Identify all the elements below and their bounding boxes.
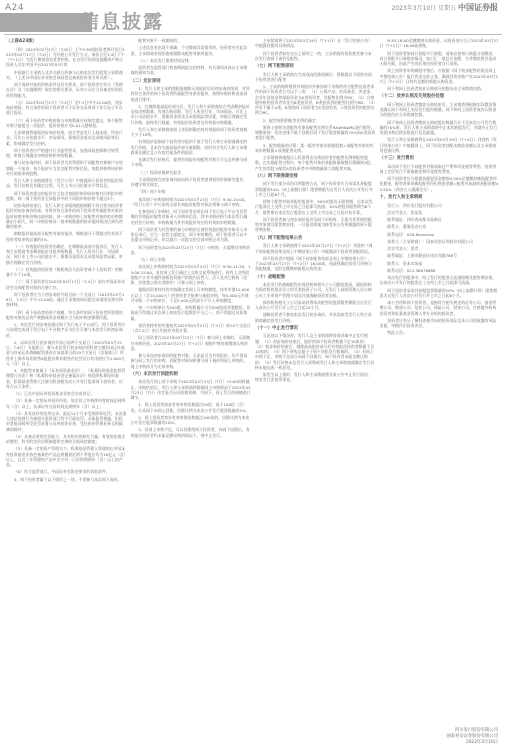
paragraph: （6）符合监管部门、中国证券业协会要求的其他条件。 xyxy=(13,469,110,475)
section-heading: 十、发行人和主承销商 xyxy=(379,194,423,200)
section-heading: （九）网下配售结果公告 xyxy=(255,235,303,241)
paragraph: 网上投资者申购新股中签后，应根据《网下初步配售结果及网上中签结果公告》履行资金交收义务，确保其资金账户在2023年03月27日（T+2日）日终有足额的新股认购资金。 xyxy=(379,68,498,84)
paragraph: 本次网下申购的时间为2023年03月23日（T日）9:30-15:00。《发行公告》中公布的全部有效报价配售对象必须参与网下申购。 xyxy=(130,196,248,207)
paragraph: 上述信息若出现不准确、不完整或异常情形的，投资者应对此负责，主承销商有权拒绝或剔除该配售对象的报价。 xyxy=(130,45,248,56)
paragraph: 初步询价结束后，发行人和主承销商根据剔除不符合要求投资者报价的初步询价结果，对所有符合条件的网下投资者所属配售对象的报价按照申购价格由高到低、同一申购价格上按配售对象的拟申购数量由小到大、同一申购价格同一拟申购数量的按申报时间由后到先的顺序排序。 xyxy=(6,203,123,230)
paragraph: 投资者持有的市值按其2023年03月21日（T-2日）前20个交易日（含T-2日）的日均持有市值计算。 xyxy=(130,322,251,334)
paragraph: 主承销商将根据初步询价结果，综合考虑发行人基本面、所处行业、可比公司估值水平、市场情况、募集资金需求及承销风险等因素，协商确定发行价格。 xyxy=(6,130,123,146)
paragraph: 联系电话：028-8xxxxxxx xyxy=(387,231,435,237)
paragraph: 3、配售数量的计算：某一配售对象的获配股数=该配售对象的有效申购数量×该类配售比例。 xyxy=(255,142,374,153)
paragraph: 网上投资者在2023年03月23日（T日）参与网上申购时，无需缴付申购资金。2023年03月27日（T+2日）根据中签结果缴纳认购资金。 xyxy=(130,335,250,351)
paragraph: （三）投资价值研究报告 xyxy=(138,169,182,175)
paragraph: 1、发行人和主承销商根据剔除无效报价后的初步询价结果，对所有符合条件的网下投资者所属配售对象的报价，按照申购价格由高到低进行排序。 xyxy=(130,86,250,102)
paragraph: 每一个申购单位为500股，申购数量应当为500股或其整数倍，但最高不得超过本次网上初始发行股数的千分之一，即不得超过具体数量。 xyxy=(130,305,251,321)
paragraph: 有效报价是指网下投资者申报的不低于发行人和主承销商确定的发行价格，且未作为最高报价部分被剔除，同时符合发行人和主承销商事先确定且公告的其他条件的报价。 xyxy=(130,139,248,155)
paragraph: 1、本次发行初步询价通过网下发行电子平台进行，网下投资者应当办理完成网下发行电子平台数字证书后方可参与本次发行的初步询价。 xyxy=(6,322,126,338)
paragraph: 本次发行网上网下申购于2023年03月23日（T日）15:00同时截止。申购结束后，发行人和主承销商将根据网上申购情况于2023年03月23日（T日）决定是否启动回拨机制，对网下、网上发行的规模进行调节。 xyxy=(130,379,251,401)
paragraph: 保荐人（主承销商）：国泰君安证券股份有限公司 xyxy=(387,238,473,244)
paragraph: （一）有效报价投资者的确定，在剔除最高部分报价后，发行人和主承销商考虑剩余报价及拟申购数量、发行人所处行业、市场情况、同行业上市公司估值水平、募集资金需求及承销风险等因素，审慎合理确定发行价格。 xyxy=(6,243,123,265)
paragraph: 2、配售规则和配售比例的确定 xyxy=(262,117,316,123)
paragraph: 发行人和主承销商将于2023年03月27日（T+2日）刊登的《网下初步配售结果及网上中签结果公告》中披露网下投资者获配情况。 xyxy=(255,243,373,254)
section-heading: （七）网下配售原则 xyxy=(255,64,294,69)
paragraph: （八）本次发行重要时间安排 xyxy=(138,57,189,63)
paragraph: 网下投资者应严格遵守行业监管要求，加强风险控制和合规管理，审慎合理确定申购价格和申购数量。 xyxy=(6,147,119,159)
paragraph: （五）网上申购 xyxy=(138,257,166,263)
section-heading: （十）战略配售 xyxy=(255,274,286,280)
masthead xyxy=(391,4,498,12)
paragraph: 参与初步询价时，网下投资者为其管理的不同配售对象账户分别填报一个报价，每个报价应当包含配售对象信息、每股价格和该价格对应的拟申购股数。 xyxy=(6,160,123,176)
paragraph: 网下投资者参与初步询价报价及网下申购时，无需为其管理的配售对象填写限售期安排，一旦报价即视为接受本公告所披露的网下限售期安排。 xyxy=(255,216,372,233)
paragraph: （1）已在中国证券投资基金业协会完成登记； xyxy=(13,391,95,397)
paragraph: 网下投资者提交的报价应当包含每股价格和该价格对应的拟申购股数，同一网下投资者全部报价中的不同拟申购价格不超过3个。 xyxy=(6,190,123,201)
header-bar xyxy=(0,13,92,32)
signature-block xyxy=(446,728,498,746)
paragraph: 投资者应充分了解科创板市场的投资风险及本公司所披露的风险因素，审慎作出投资决定。 xyxy=(379,317,497,329)
paragraph: （四）2023年03月27日（T-6日）上午9:30周投资者将开发行2023年03月17日（T-4日）为开展公开发行方式，询价日至T-4日下午（T+1日）为发行期周投资者者和协，在启发行的同意提醒资产转让投资人关注中国平台2023年03月的 xyxy=(6,46,125,68)
paragraph: 网下投资者如同日获配多只新股，请务必按每只新股分别缴款，同日获配多只新股的情况，如只汇一笔总计金额，合并缴款将会造成入账失败，由此产生的后果由投资者自行承担。 xyxy=(379,50,497,66)
paragraph: 当出现以下情况时，发行人及主承销商将协商采取中止发行措施：（1）初步询价结束后，报价的网下投资者数量不足10家的；（2）初步询价结束后，剔除最高报价部分后有效报价投资者数量不足10家的；（3）网下申购总量小于网下初始发行数量的；（4）若网上申购不足，申购不足部分向网下回拨后，网下投资者未能足额认购的；（5）发行价格未达发行人预期或发行人和主承销商就确定发行价格未能达成一致意见。 xyxy=(255,333,375,370)
paragraph: 1、网上投资者初步有效申购倍数超过50倍、低于100倍（含）的，应从网下向网上回拨，回拨比例为本次公开发行股票数量的5%； xyxy=(130,402,250,413)
paragraph: 发行人和主承销商按照上述原则确定的有效报价网下投资者家数不少于10家。 xyxy=(130,126,248,138)
paragraph: （四）网下申购 xyxy=(138,189,166,195)
paragraph: 如发生以上情形，发行人和主承销商将及时公告中止发行原因、恢复发行安排等事宜。 xyxy=(255,372,372,383)
paragraph: 网下投资者应根据《网下初步配售结果及网上中签结果公告》，于2023年03月27日（T+2日）16:00前，按最终确定的发行价格与获配数量，及时足额缴纳新股认购资金。 xyxy=(255,255,372,272)
section-heading: （二）定价原则 xyxy=(130,78,161,84)
paragraph: 8:30-16:00足额缴纳认购资金，认购资金应当于2023年03月27日（T+2日）16:00前到账。 xyxy=(379,38,499,49)
paragraph: 发行人：四川发行股份有限公司 xyxy=(387,202,442,208)
paragraph: 3、若网上申购不足，可以回拨给网下投资者，向网下回拨后，有效报价投资者仍未能足额申购的情况下，则中止发行。 xyxy=(130,427,250,438)
paragraph: 联系人：董事会办公室 xyxy=(387,224,427,230)
paragraph: 本公告所称网下投资者，是指符合相关规定的证券公司、基金管理公司、期货公司、信托公司、保险公司、财务公司、合格境外机构投资者和私募基金管理人等专业机构投资者。 xyxy=(379,300,497,316)
paragraph: 参与本次初步询价的配售对象，无论是否为有效报价，均不得再参与网上发行的申购。若配售对象同时参与网下询价和网上申购的，网上申购部分为无效申购。 xyxy=(130,353,248,369)
paragraph: 在参加网下申购时，网下投资者必须在网下发行电子平台为其管理的有效报价配售对象录入申购单信息，其中申购价格为本次发行确定的发行价格；申购数量为其有效报价对应的有效拟申购数量。 xyxy=(130,209,248,225)
paragraph: 配售对象不一致期间的。 xyxy=(138,38,182,43)
underwriter-name: 国泰君安证券股份有限公司 xyxy=(446,734,498,739)
paragraph: 主承销商将在初步询价前向网下投资者提供投资价值研究报告，并遵守相关规定。 xyxy=(130,176,248,188)
section-heading: （十三）发行费用 xyxy=(379,156,414,162)
paragraph: （二）有效报价投资者（指机构法人投资者或个人投资者）的数量不少于10家。 xyxy=(6,266,123,278)
paragraph: 保荐机构相关子公司承诺获得本次配售的股票限售期限为自发行人首次公开发行并上市之日起24个月。 xyxy=(255,299,372,311)
paragraph: 本次网下发行不向配售对象收取过户费和印花税等费用。投资者网上定价发行不收取佣金和印花税等费用。 xyxy=(379,163,497,174)
newspaper-name: 中国证券报 xyxy=(458,3,498,12)
section-heading: （六）本次发行回拨机制 xyxy=(130,371,178,377)
paragraph: 网下发行部分采用比例限售方式，网下投资者应当承诺其获配股票数量的10%（向上取整计算）限售期限为自发行人首次公开发行并上市之日起6个月。 xyxy=(255,181,373,197)
announcement-date: 2023年3月10日 xyxy=(465,740,498,745)
paragraph: 网下投资者如存在以上情形之一的，主承销商有权拒绝其参与本次发行的网下询价及配售。 xyxy=(255,50,372,61)
paragraph: （三）网下投资者在2023年03月17日（T-4日）前在中国证券业协会完成配售对象的注册工作。 xyxy=(6,279,126,290)
paragraph: 网下投资者应当根据获配股票金额的0.50%足额缴纳新股配售经纪佣金，配售对象的新股配售经纪佣金金额=配售对象最终获配金额×0.50%（四舍五入精确至分）。 xyxy=(379,176,499,192)
column-4 xyxy=(380,38,501,724)
paragraph: 3、若配售对象属于《证券投资基金法》、《私募投资基金监督管理暂行办法》和《私募投资基金登记备案办法》规范的私募投资基金，私募基金管理人注册为科创板首次公开发行股票网下投资者，应符合以下条件。 xyxy=(6,368,126,389)
section-heading: （十二）放弃认购及无效股份处理 xyxy=(379,94,444,100)
paragraph: 战略投资者不参加本次发行初步询价，并承诺接受发行人和主承销商确定的发行价格。 xyxy=(255,312,372,323)
paragraph: （四）网下投资者的资产规模，符合条件的网下投资者所管理的配售对象的总资产规模或资金规模应当与拟申购金额相匹配。 xyxy=(6,309,123,320)
paragraph: 网下投资者在2023年03月23日（T日）申购时，无需缴付申购资金。 xyxy=(130,244,250,255)
header-divider xyxy=(4,34,502,35)
paragraph: 联系地址：上海市静安区南京西路768号 xyxy=(387,253,457,259)
paragraph: 网下询价对象的资格条件及有关要求，网下投资者应符合《管理办法》及《实施细则》规定的相关要求，证券公司应当具备良好的投资管理能力。 xyxy=(6,82,123,98)
paragraph: （六）网下投资者申购价格与申购数量应按规定提交，每个配售对象只能提交一次报价，报价价格应为0.01元整数倍。 xyxy=(6,117,123,128)
paragraph: 网下投资者为其管理的参与申购的全部有效报价配售对象录入申购记录后，应当一次性全部提交。网下申购期间，网下投资者可以多次提交申购记录，但以最后一次提交的全部申购记录为准。 xyxy=(130,226,248,243)
column-3 xyxy=(255,38,376,724)
paragraph: （5）具备一定的资产管理实力，私募基金管理人管理的在中国证券投资基金业协会备案的产品总规模最近两个季度应均为10亿元（含）以上，且近三年管理的产品中至少有一只存续期两年（含）以上的产品。 xyxy=(6,446,126,468)
paragraph: 网下投资者承诺其获配股票数量的10%（向上取整计算）限售期限为自发行人首次公开发行并上市之日起6个月。 xyxy=(379,287,498,298)
paragraph: 法定代表人：贺青 xyxy=(387,246,419,252)
paragraph: 2、以本次发行初步询价开始日前两个交易日（2023年03月15日，T-6日）为基准日，参与本次发行初步询价的科创主题封闭运作基金与封闭运作战略配售基金在该基准日前20个交易日（含基准日）所持有上海市场非限售A股股份和非限售存托凭证日均市值应为1,000万元（含）以上。 xyxy=(6,339,125,366)
paragraph: 在确定发行价格后，提供有效报价的配售对象方可且必须参与网下申购。 xyxy=(130,157,248,168)
section-title: 信息披露 xyxy=(80,11,165,33)
paragraph: 本次发行的股票中，网上发行的股票无流通限制及限售期安排，自本次公开发行的股票在上交所上市之日起即可流通。 xyxy=(379,275,497,286)
section-heading: （八）网下限售期安排 xyxy=(255,173,298,179)
paragraph: 剔除报价最高部分配售对象的报价，剔除部分不得超过所有网下投资者拟申购总量的3%。 xyxy=(6,231,123,242)
paragraph: 1、主承销商将提供有效报价并参加网下申购的符合配售投资者条件的网下投资者分为以下三类：（1）公募产品、社保基金、养老金、企业年金基金和保险资金为A类投资者，其配售比例为RA；（2）合格境外机构投资者资金为B类投资者，B类投资者的配售比例为RB；（3）所有不属于A类、B类的网下投资者为C类投资者，C类投资者的配售比例为RC。 xyxy=(255,84,376,116)
paragraph: 4、网下投资者属于以下情形之一的，不得参与本次网下询价。 xyxy=(13,476,122,482)
paragraph: （2）具备一定的证券投资经验，依法设立并持续经营时间达到两年（含）以上，从事证券交易时间达到两年（含）以上； xyxy=(6,398,126,409)
paragraph: 网下和网上投资者缴款认购的股份数量合计不足本次公开发行数量的70%时，发行人和主承销商将中止本次新股发行，并就中止发行的原因和后续安排进行信息披露。 xyxy=(379,119,498,136)
paragraph: 特此公告。 xyxy=(387,330,407,336)
paragraph: 发行人和主承销商将在《发行公告》中披露网下投资者的报价情况、发行价格及其确定过程、可比上市公司估值水平等信息。 xyxy=(6,178,123,189)
page-header xyxy=(0,0,506,36)
page-code: A24 xyxy=(5,3,25,13)
paragraph: 主承销商将根据以上标准得出各类投资者的配售比例和配售股数。在实施配售过程中，每个配售对象的获配数量取整后精确到1股，产生的零股分配给A类投资者中申购数量最大的配售对象。 xyxy=(255,155,375,171)
paragraph: 即每个配售对象获配的股票中，90%的股份无限售期，自本次发行股票在上交所上市交易之日起即可流通；10%的股份限售期为6个月，限售期自本次发行股票在上交所上市交易之日起开始计算。 xyxy=(255,199,373,215)
paragraph: （3）具有良好的信用记录，最近12个月未受到刑事处罚、未因重大违法违规行为被相关监管部门给予行政处罚、采取监管措施，但投资者能证明所受处罚业务与证券投资业务、受托投资管理业务互相隔离的除外； xyxy=(6,410,127,432)
issue-date: 2023年3月10日 星期五 xyxy=(391,5,457,12)
section-heading: （十一）中止发行情况 xyxy=(255,325,298,331)
paragraph: 发行人和主承销商在完成双向回拨机制后，将根据以下原则对网下投资者进行配售： xyxy=(255,71,372,82)
column-2 xyxy=(131,38,252,724)
paragraph: 根据投资者持有的市值确定其网上可申购额度，持有市值10,000元以上（含10,000元）的投资者才能参与新股申购，每5,000元市值可申购一个申购单位，不足5,000元的部分不计入申购额度。 xyxy=(130,287,250,303)
paragraph: 2、网上投资者初步有效申购倍数超过100倍的，回拨比例为本次公开发行股票数量的10%； xyxy=(130,414,250,426)
paragraph: 中国银行主承销人及其关联方所参与认购本次发行股票主承销商对。（上述以中国证券业协会网站登记备案投资者名单为准）。 xyxy=(6,69,123,80)
paragraph: 联系电话：021-38676888 xyxy=(387,267,436,273)
paragraph: （4）具备必要的定价能力，具有相应的研究力量、有效的估值定价模型、科学的定价决策制度和完善的合规风控制度； xyxy=(6,433,126,445)
paragraph: （五）2023年03月17日（T-4日）至T-3日中午12:00前，初步询价期间，符合条件的网下投资者可于证券交易所网下发行电子平台进行报价。 xyxy=(6,99,123,116)
paragraph: 网下投资者应当于初步询价开始日前一个交易日（2023年03月16日，T-5日）中午12:00前，通过主承销商网站提交承诺函及相关核查材料。 xyxy=(6,291,125,308)
paragraph: 本次发行的战略配售由保荐机构相关子公司跟投组成，跟投机构为保荐机构依法设立的另类投资子公司，无发行人高级管理人员与核心员工专项资产管理计划及其他战略投资者安排。 xyxy=(255,282,372,298)
paragraph: 联系人：资本市场部 xyxy=(387,260,423,266)
paragraph: 联系地址：四川省成都市高新区 xyxy=(387,217,442,223)
paragraph: 2、在剔除最高报价部分后，发行人和主承销商综合考虑剩余报价及拟申购数量、有效认购倍数、发行人所处行业、市场情况、可比上市公司估值水平、募集资金需求及承销风险等因素，审慎合理确定发行价格、最终发行数量、有效报价投资者及有效拟申购数量。 xyxy=(130,103,250,125)
article-body xyxy=(6,38,500,724)
paragraph: 法定代表人：张某某 xyxy=(387,209,423,215)
section-heading: （上接A23版） xyxy=(6,39,37,44)
issuer-name: 四川发行股份有限公司 xyxy=(455,728,498,733)
paragraph: 主承销商将于2023年03月24日（T+1日）在《发行结果公告》中披露回拨的具体情况。 xyxy=(255,38,373,49)
paragraph: 投资者在监管部门核查期间提交的材料，有关事项具体以主承销商的通知为准。 xyxy=(130,65,248,76)
paragraph: 本次网上申购的时间为2023年03月23日（T日）9:30-11:30，13:00-15:00。本次网上发行通过上交所交易系统进行。持有上交所股票账户卡并开通科创板投资账户的境内自然人、法人及其它机构（法律、法规禁止购买者除外）可参与网上申购。 xyxy=(130,264,251,286)
column-1 xyxy=(6,38,127,724)
paragraph: 原则上按照各类配售对象的配售比例关系RA≥RB≥RC进行配售，调整原则：优先安排不低于回拨后网下发行股票数量的70%向A类投资者进行配售。 xyxy=(255,124,376,141)
paragraph: 网下和网上投资者放弃认购部分的股份由主承销商包销。 xyxy=(387,86,485,91)
paragraph: 网下和网上投资者缴款认购结束后，主承销商将根据实际缴款情况确认网下和网上实际发行股份数量。网下和网上投资者放弃认购部分的股份由主承销商包销。 xyxy=(379,101,497,118)
paragraph: 发行人和主承销商将在2023年03月29日（T+4日）刊登的《发行结果公告》中披露网上、网下投资者获配未缴款金额以及主承销商的包销比例。 xyxy=(379,137,497,153)
